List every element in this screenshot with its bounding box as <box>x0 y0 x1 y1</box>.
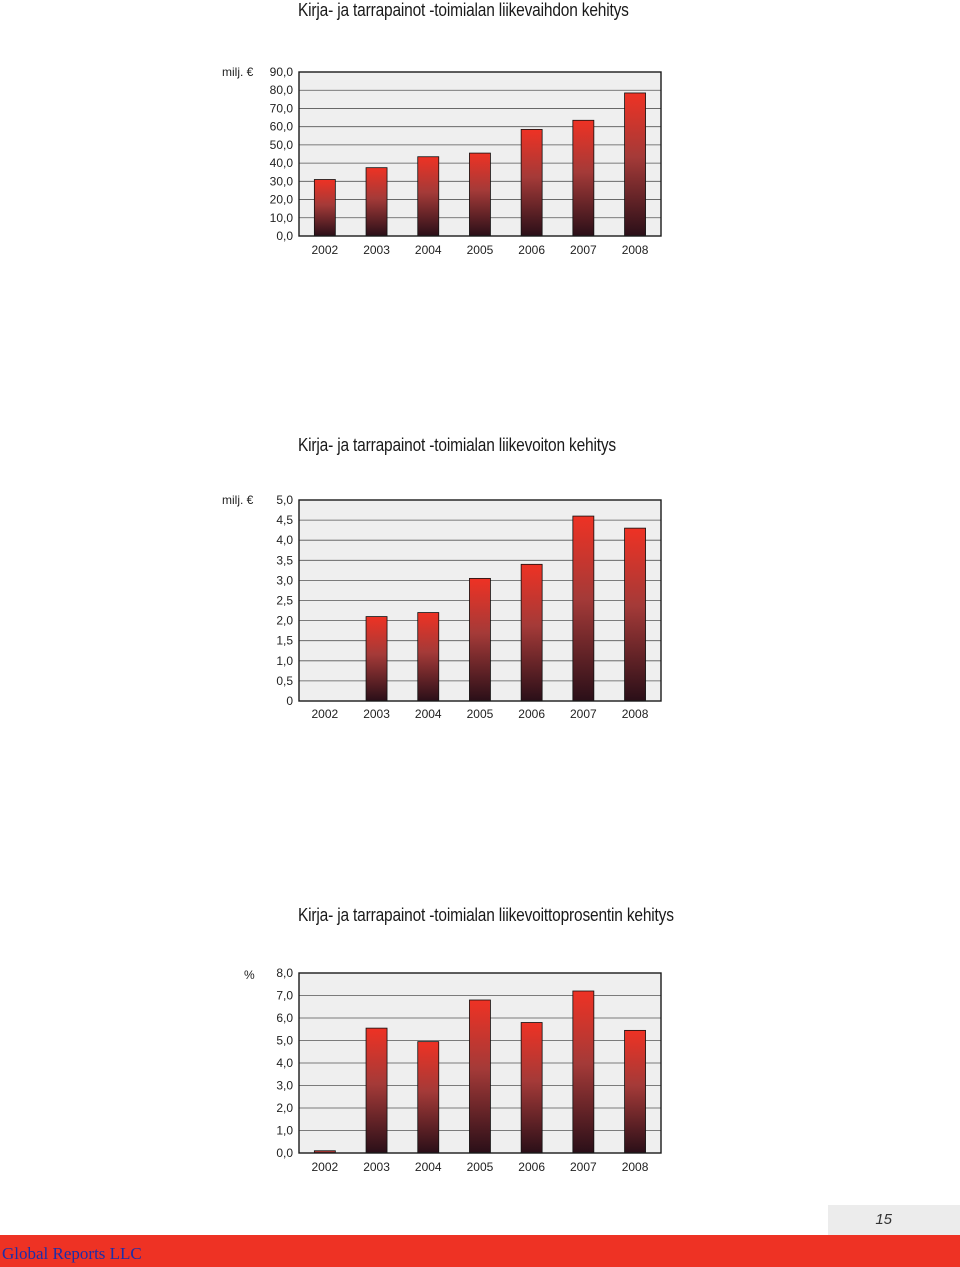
chart-profit-svg <box>0 430 960 730</box>
bar-2003 <box>366 617 387 701</box>
chart-revenue-svg <box>0 0 960 280</box>
x-tick-label: 2004 <box>414 707 442 721</box>
x-tick-label: 2004 <box>414 1160 442 1174</box>
y-tick-label: 0 <box>286 694 293 708</box>
y-tick-label: 4,0 <box>276 1056 293 1070</box>
y-tick-label: 80,0 <box>269 83 293 98</box>
x-tick-label: 2008 <box>621 707 649 721</box>
y-tick-label: 90,0 <box>269 65 293 79</box>
y-tick-label: 4,0 <box>276 533 293 548</box>
y-tick-label: 60,0 <box>269 119 293 134</box>
x-tick-label: 2003 <box>363 1160 390 1174</box>
y-tick-label: 2,0 <box>276 1101 293 1115</box>
footer-company: Global Reports LLC <box>2 1244 142 1263</box>
chart-profit <box>0 430 960 730</box>
bar-2003 <box>366 168 387 236</box>
y-tick-label: 50,0 <box>269 137 293 152</box>
x-tick-label: 2003 <box>363 243 390 257</box>
y-tick-label: 4,5 <box>276 513 293 528</box>
bar-2005 <box>469 578 490 701</box>
bar-2008 <box>625 528 646 701</box>
x-tick-label: 2004 <box>414 243 442 257</box>
bar-2004 <box>418 1042 439 1153</box>
bar-2006 <box>521 564 542 701</box>
y-tick-label: 3,5 <box>276 553 293 568</box>
chart-profit-percent-svg <box>0 900 960 1190</box>
chart-title: Kirja- ja tarrapainot -toimialan liikevoiton kehitys <box>298 435 616 455</box>
y-tick-label: 1,0 <box>276 1123 293 1138</box>
footer-bar <box>0 1235 960 1267</box>
x-tick-label: 2002 <box>311 707 339 721</box>
x-tick-label: 2006 <box>518 1160 546 1174</box>
bar-2006 <box>521 129 542 236</box>
y-tick-label: 30,0 <box>269 174 293 189</box>
y-tick-label: 40,0 <box>269 156 293 171</box>
page-number-tab <box>828 1205 960 1235</box>
y-tick-label: 3,0 <box>276 573 293 588</box>
x-tick-label: 2006 <box>518 243 546 257</box>
x-tick-label: 2007 <box>569 1160 597 1174</box>
y-tick-label: 0,0 <box>276 1146 293 1160</box>
chart-revenue <box>0 0 960 280</box>
y-tick-label: 3,0 <box>276 1078 293 1093</box>
chart-title: Kirja- ja tarrapainot -toimialan liikevaihdon kehitys <box>298 0 629 20</box>
bar-2004 <box>418 157 439 236</box>
y-tick-label: 5,0 <box>276 493 293 507</box>
y-tick-label: 6,0 <box>276 1011 293 1025</box>
x-tick-label: 2005 <box>466 707 494 721</box>
bar-2007 <box>573 991 594 1153</box>
x-tick-label: 2002 <box>311 243 339 257</box>
y-tick-label: 2,0 <box>276 613 293 628</box>
chart-profit-percent <box>0 900 960 1190</box>
y-tick-label: 1,5 <box>276 633 293 648</box>
y-tick-label: 10,0 <box>269 210 293 225</box>
bar-2003 <box>366 1028 387 1153</box>
y-tick-label: 2,5 <box>276 593 293 608</box>
y-axis-unit-label: milj. € <box>222 65 254 79</box>
bar-2006 <box>521 1023 542 1154</box>
y-tick-label: 0,0 <box>276 229 293 243</box>
bar-2005 <box>469 153 490 236</box>
x-tick-label: 2005 <box>466 1160 494 1174</box>
y-tick-label: 8,0 <box>276 966 293 980</box>
x-tick-label: 2007 <box>569 707 597 721</box>
bar-2008 <box>625 1030 646 1153</box>
x-tick-label: 2003 <box>363 707 390 721</box>
bar-2004 <box>418 613 439 701</box>
y-axis-unit-label: milj. € <box>222 493 254 507</box>
bar-2007 <box>573 516 594 701</box>
bar-2007 <box>573 120 594 236</box>
y-tick-label: 70,0 <box>269 101 293 116</box>
x-tick-label: 2007 <box>569 243 597 257</box>
y-axis-unit-label: % <box>244 968 255 982</box>
bar-2002 <box>314 180 335 236</box>
x-tick-label: 2008 <box>621 243 649 257</box>
x-tick-label: 2008 <box>621 1160 649 1174</box>
x-tick-label: 2002 <box>311 1160 339 1174</box>
chart-title: Kirja- ja tarrapainot -toimialan liikevoittoprosentin kehitys <box>298 905 674 925</box>
bar-2008 <box>625 93 646 236</box>
bar-2005 <box>469 1000 490 1153</box>
y-tick-label: 1,0 <box>276 653 293 668</box>
y-tick-label: 5,0 <box>276 1033 293 1048</box>
page-number: 15 <box>875 1211 892 1228</box>
x-tick-label: 2005 <box>466 243 494 257</box>
x-tick-label: 2006 <box>518 707 546 721</box>
y-tick-label: 7,0 <box>276 988 293 1003</box>
y-tick-label: 20,0 <box>269 192 293 207</box>
y-tick-label: 0,5 <box>276 673 293 688</box>
